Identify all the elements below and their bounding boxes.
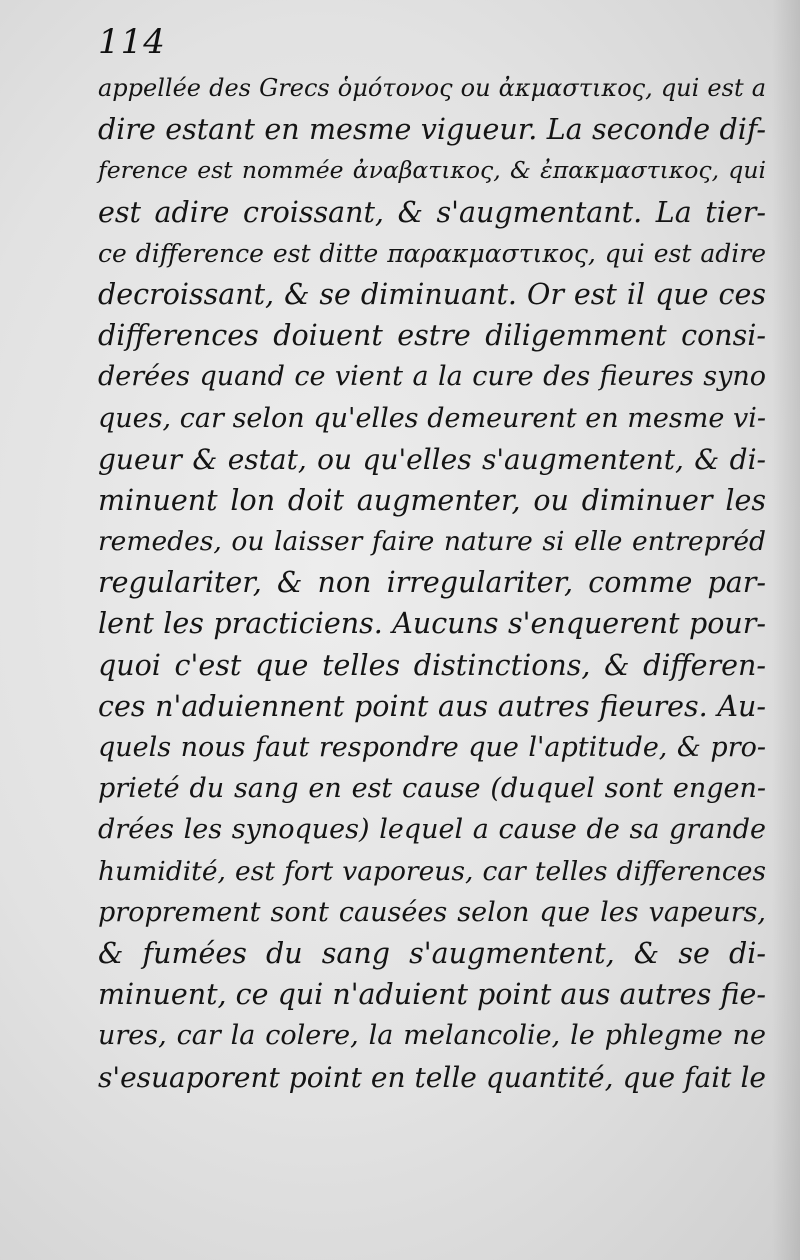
text-line: drées les synoques) lequel a cause de sa grande [98, 814, 766, 846]
text-line: ures, car la colere, la melancolie, le phlegme ne [98, 1020, 766, 1052]
text-line: quels nous faut respondre que l'aptitude, & pro- [98, 732, 766, 763]
text-line: differences doiuent estre diligemment consi- [98, 319, 766, 353]
text-line: quoi c'est que telles distinctions, & differen- [98, 648, 766, 682]
text-line: ference est nommée ἀναβατικος, & ἐπακμαστικος, qui [98, 156, 766, 185]
page-edge-shadow [772, 0, 800, 1260]
body-text [98, 68, 766, 1098]
text-line: minuent, ce qui n'aduient point aus autres fie- [98, 978, 766, 1012]
text-line: minuent lon doit augmenter, ou diminuer les [98, 483, 766, 517]
page-number: 114 [98, 22, 166, 62]
text-line: appellée des Grecs ὁμότονος ou ἀκμαστικος, qui est a [98, 74, 766, 102]
text-line: s'esuaporent point en telle quantité, que fait le [98, 1060, 766, 1094]
text-line: remedes, ou laisser faire nature si elle entrepréd [98, 526, 766, 558]
text-line: lent les practiciens. Aucuns s'enquerent pour- [98, 607, 766, 641]
text-line: ce difference est ditte παρακμαστικος, qui est adire [98, 238, 766, 268]
text-line: & fumées du sang s'augmentent, & se di- [98, 936, 766, 970]
text-line: regulariter, & non irregulariter, comme par- [98, 566, 766, 600]
text-line: decroissant, & se diminuant. Or est il que ces [98, 277, 766, 311]
text-line: dire estant en mesme vigueur. La seconde dif- [98, 113, 766, 147]
text-line: ces n'aduiennent point aus autres fieures. Au- [98, 689, 766, 723]
text-line: humidité, est fort vaporeus, car telles differences [98, 855, 766, 887]
text-line: proprement sont causées selon que les vapeurs, [98, 896, 766, 928]
text-line: est adire croissant, & s'augmentant. La tier- [98, 195, 766, 229]
text-line: ques, car selon qu'elles demeurent en mesme vi- [98, 402, 766, 434]
text-line: derées quand ce vient a la cure des fieures syno [98, 361, 766, 393]
text-line: gueur & estat, ou qu'elles s'augmentent, & di- [98, 442, 766, 476]
text-line: prieté du sang en est cause (duquel sont engen- [98, 773, 766, 805]
